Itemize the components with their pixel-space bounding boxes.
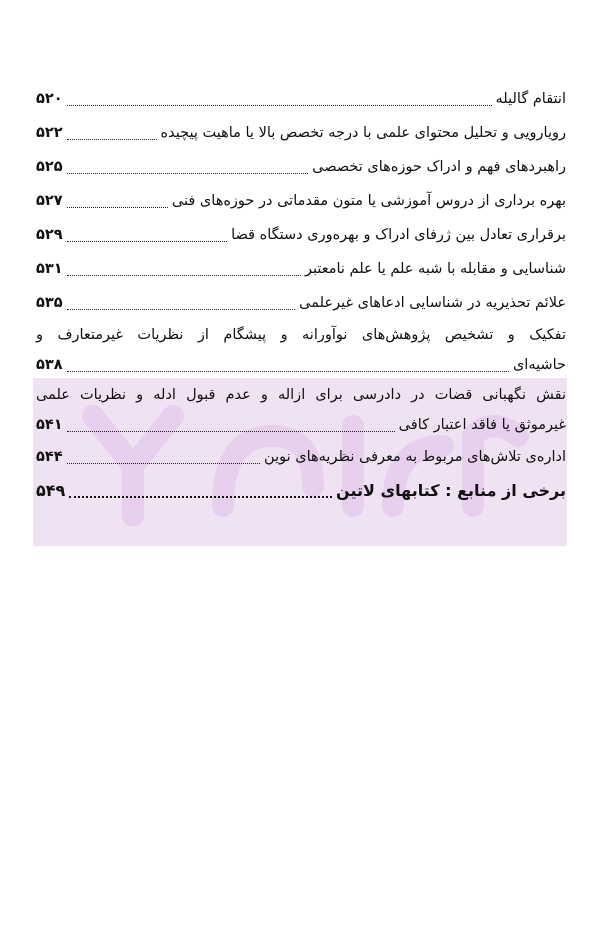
toc-leader-dots: [67, 139, 157, 140]
toc-entry[interactable]: [36, 82, 566, 116]
toc-entry-page: ۵۳۸: [36, 357, 63, 373]
toc-leader-dots: [67, 173, 309, 174]
toc-entry-page: ۵۳۵: [36, 295, 63, 311]
toc-leader-dots: [67, 275, 301, 276]
toc-entry-page: ۵۲۹: [36, 227, 63, 243]
toc-entry-title: برخی از منابع : کتابهای لاتین: [336, 481, 566, 500]
toc-entry-title: بهره برداری از دروس آموزشی یا متون مقدماتی در حوزه‌های فنی: [171, 193, 566, 209]
toc-entry-title-line1: نقش نگهبانی قضات در دادرسی برای ازاله و عدم قبول ادله و نظریات علمی: [36, 387, 566, 403]
toc-entry-title-line2: حاشیه‌ای: [512, 357, 566, 373]
toc-entry[interactable]: [36, 116, 566, 150]
toc-entry[interactable]: [36, 150, 566, 184]
toc-leader-dots: [69, 496, 332, 498]
toc-leader-dots: [67, 241, 228, 242]
toc-leader-dots: [67, 309, 296, 310]
toc-entry-title-line2-row: [36, 350, 566, 380]
toc-entry[interactable]: [36, 218, 566, 252]
toc-entry-multiline[interactable]: [36, 320, 566, 380]
toc-entry-page: ۵۴۴: [36, 449, 63, 465]
toc-entry-page: ۵۲۷: [36, 193, 63, 209]
toc-entry-title-line2: غیرموثق یا فاقد اعتبار کافی: [398, 417, 566, 433]
toc-entry-page: ۵۲۲: [36, 125, 63, 141]
toc-entry-multiline[interactable]: [36, 380, 566, 440]
toc-leader-dots: [67, 431, 395, 432]
toc-entry-title-line1: تفکیک و تشخیص پژوهش‌های نوآورانه و پیشگام از نظریات غیرمتعارف و: [36, 327, 566, 343]
table-of-contents: [36, 82, 566, 508]
toc-leader-dots: [67, 105, 492, 106]
toc-entry-page: ۵۴۹: [36, 481, 66, 500]
toc-entry-title: انتقام گالیله: [495, 91, 566, 107]
toc-entry-page: ۵۲۰: [36, 91, 63, 107]
toc-entry[interactable]: [36, 252, 566, 286]
toc-entry[interactable]: [36, 286, 566, 320]
toc-entry-title: راهبردهای فهم و ادراک حوزه‌های تخصصی: [312, 159, 566, 175]
toc-entry-title: علائم تحذیریه در شناسایی ادعاهای غیرعلمی: [299, 295, 566, 311]
toc-leader-dots: [67, 463, 260, 464]
toc-entry-page: ۵۲۵: [36, 159, 63, 175]
toc-entry-page: ۵۴۱: [36, 417, 63, 433]
toc-entry-title: رویارویی و تحلیل محتوای علمی با درجه تخصص بالا یا ماهیت پیچیده: [160, 125, 566, 141]
toc-entry-title: اداره‌ی تلاش‌های مربوط به معرفی نظریه‌های نوین: [264, 449, 566, 465]
toc-entry-title: شناسایی و مقابله با شبه علم یا علم نامعتبر: [304, 261, 566, 277]
toc-entry-title-line2-row: [36, 410, 566, 440]
toc-entry[interactable]: [36, 440, 566, 474]
toc-entry-bibliography[interactable]: [36, 474, 566, 508]
toc-entry[interactable]: [36, 184, 566, 218]
toc-entry-page: ۵۳۱: [36, 261, 63, 277]
toc-entry-title: برقراری تعادل بین ژرفای ادراک و بهره‌وری دستگاه قضا: [231, 227, 566, 243]
toc-leader-dots: [67, 371, 509, 372]
toc-leader-dots: [67, 207, 168, 208]
